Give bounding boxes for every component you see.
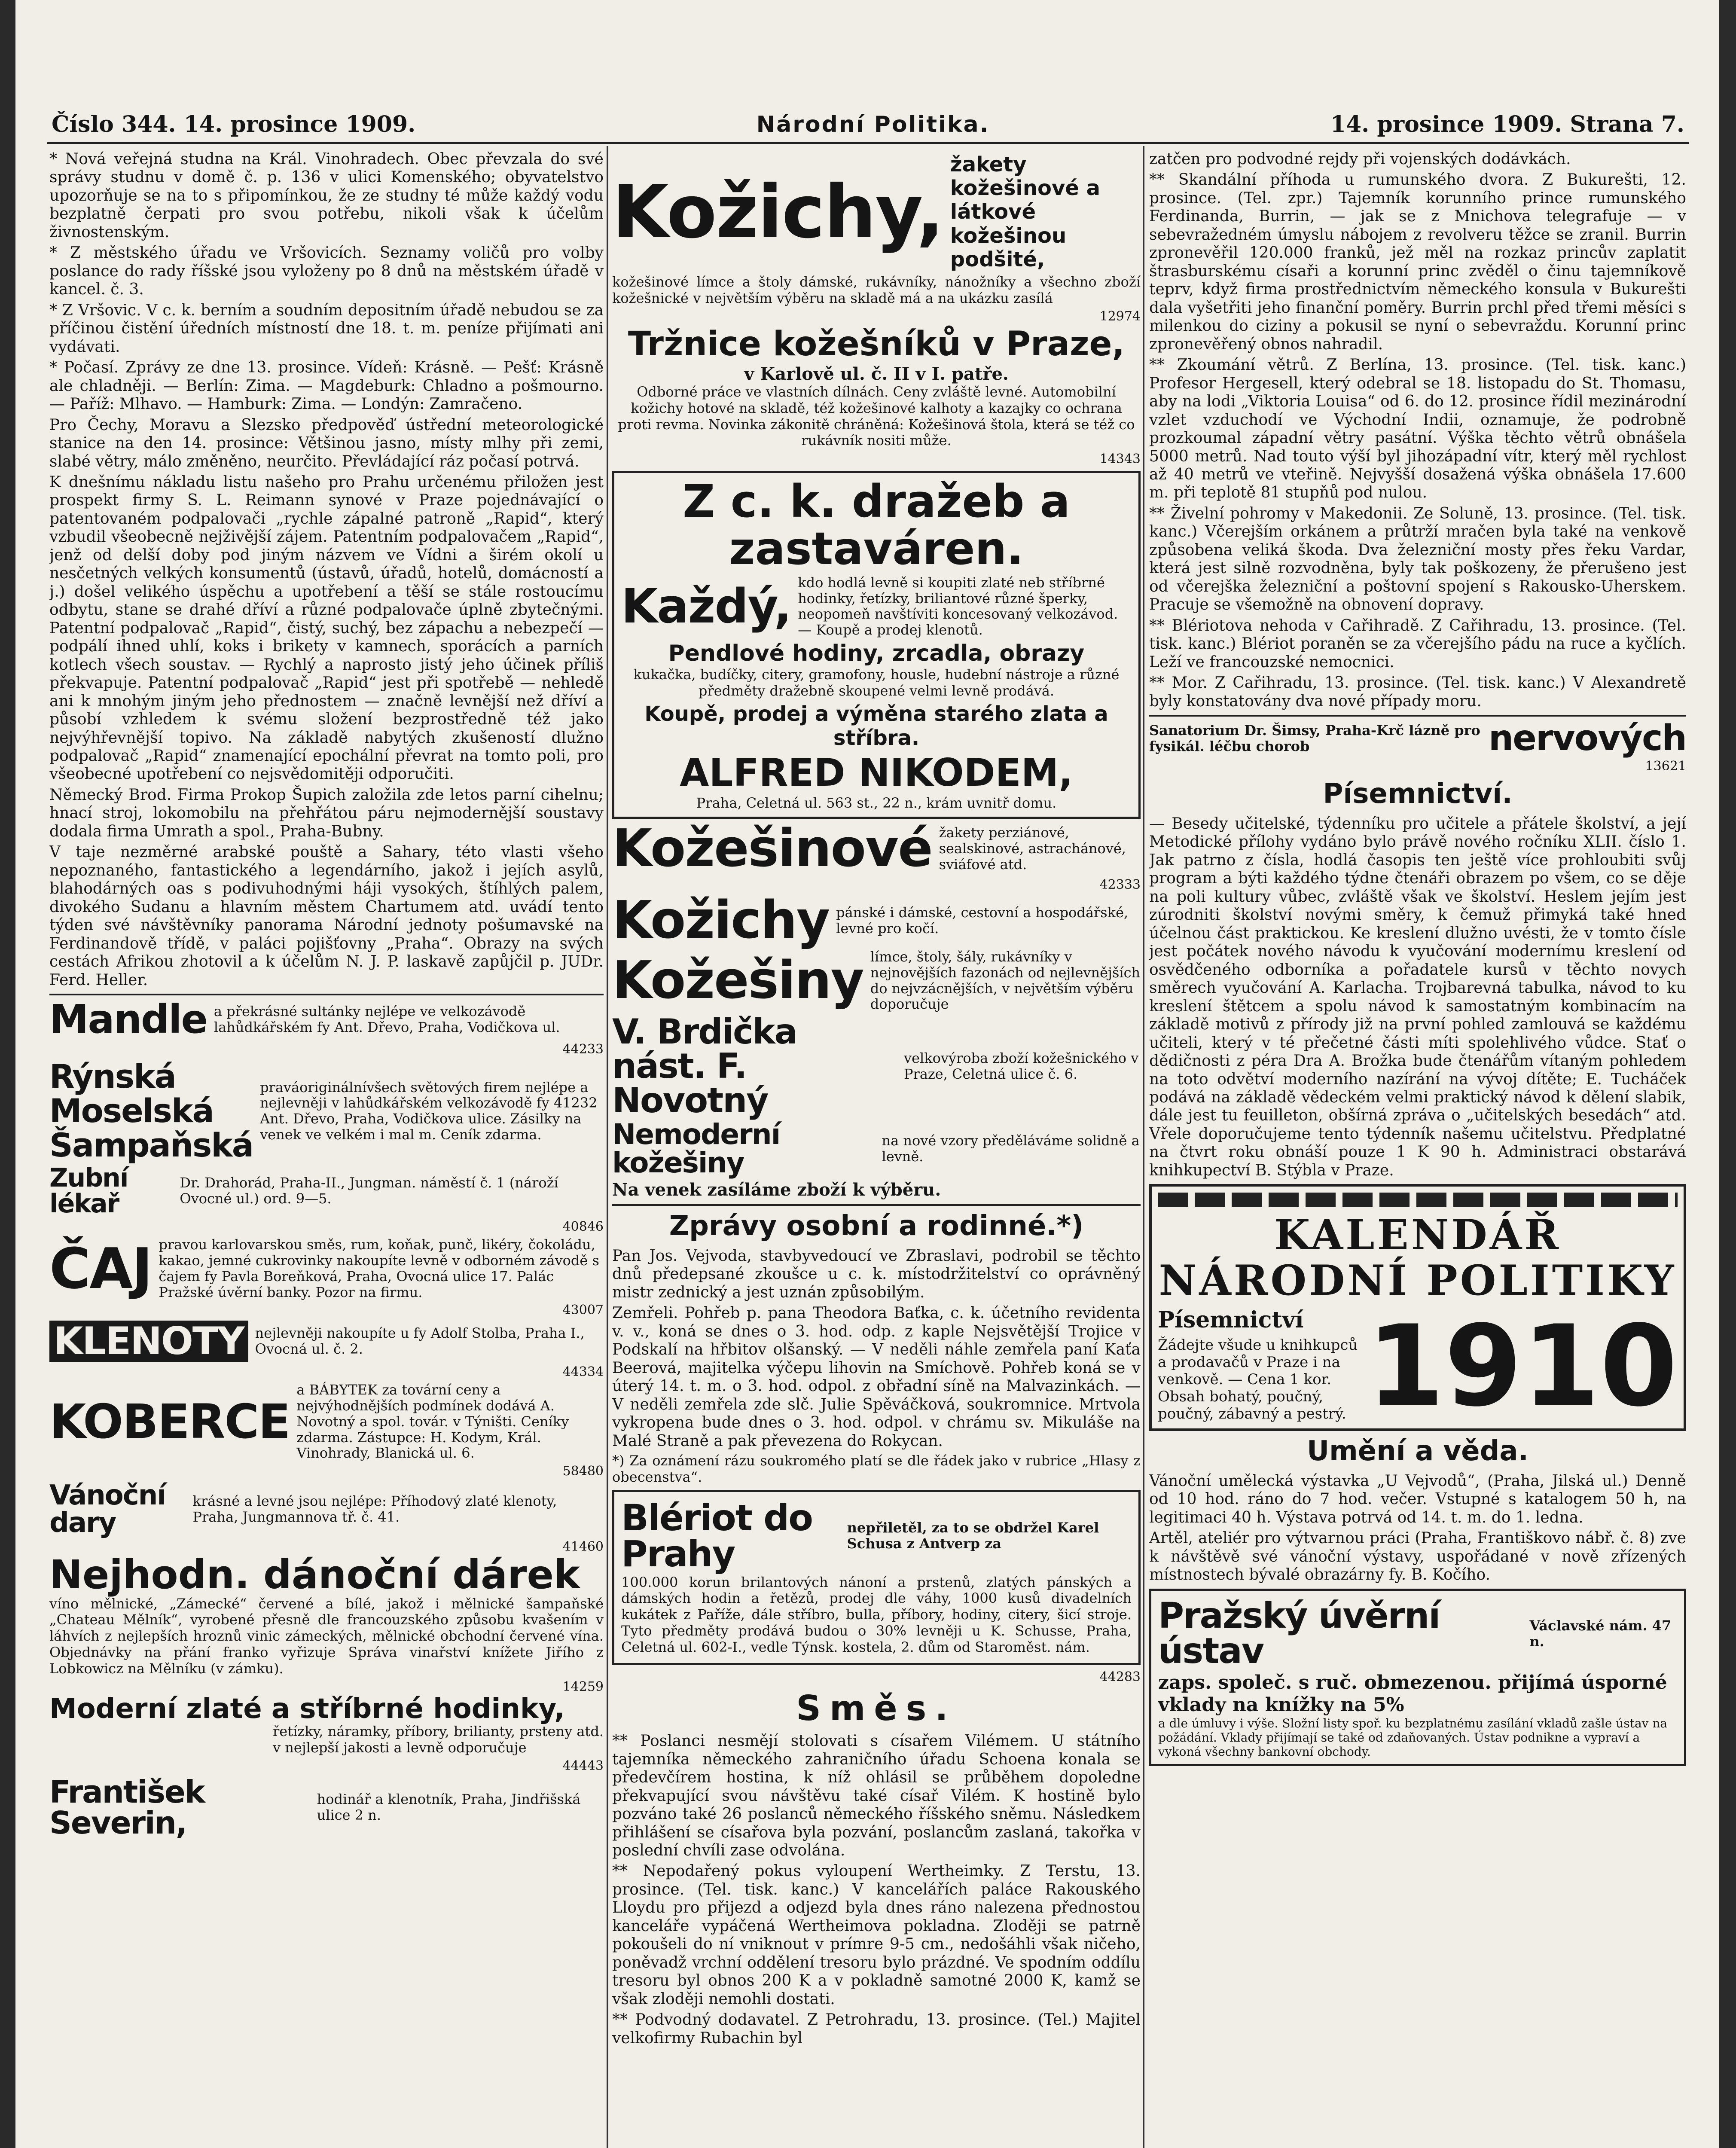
article-paragraph: zatčen pro podvodné rejdy při vojenských dodávkách.	[1149, 150, 1571, 168]
article-paragraph: K dnešnímu nákladu listu našeho pro Prahu určenému přiložen jest prospekt firmy S. L. Reimann synové v Praze pojednávající o patentovaném podpalovači „rychle zápalné patroně „Rapid“, který vzbudil všeobecně nejživější zájem. Patentním podpalovačem „Rapid“, jenž od delší doby pod jiným názvem ve Vídni a širém okolí u nesčetných velkých konsumentů (ústavů, úřadů, hotelů, domácností a j.) došel velikého úspěchu a upotřebení a těší se stále rostoucímu odbytu, stane se drahé dříví a různé podpalovače úplně zbytečnými. Patentní podpalovač „Rapid“, čistý, suchý, bez zápachu a nebezpečí — podpálí ihned uhlí, koks i brikety v kamnech, sporácích a parních kotlech všech soustav. — Rychlý a naprosto jistý jeho účinek příliš překvapuje. Patentní podpalovač „Rapid“ jest při spotřebě — nehledě ani k mnohým jiným jeho přednostem — značně levnější než dříví a působí vzhledem k svému složení bezprostředně též jako nejvýhřevnější topivo. Na základě nabytých zkušeností dlužno podpalovač „Rapid“ znamenající epochální převrat na tomto poli, pro všeobecné upotřebení co nejsvědomitěji odporučiti.	[49, 473, 604, 783]
ad-furs	[612, 891, 1141, 951]
ad-number: 42333	[1099, 877, 1141, 892]
ad-title: Každý,	[621, 579, 791, 634]
ad-text: zaps. společ. s ruč. obmezenou. přijímá úsporné vklady na knížky na 5%	[1158, 1671, 1667, 1716]
ad-subtitle: žakety kožešinové a látkové kožešinou podšité,	[950, 153, 1100, 272]
header-right: 14. prosince 1909. Strana 7.	[1330, 111, 1684, 137]
ad-text: žakety perziánové, sealskinové, astrachánové, sviáfové atd.	[939, 824, 1126, 873]
ad-text: a překrásné sultánky nejlépe ve velkozávodě lahůdkářském fy Ant. Dřevo, Praha, Vodičkova ul.	[214, 1003, 560, 1036]
article-paragraph: ** Blériotova nehoda v Cařihradě. Z Cařihradu, 13. prosince. (Tel. tisk. kanc.) Blériot poraněn se za včerejšího pádu na ruce a kyčlích. Leží ve francouzské nemocnici.	[1149, 616, 1686, 671]
ad-text: pánské i dámské, cestovní a hospodářské, levné pro kočí.	[836, 904, 1129, 937]
section-title: Písemnictví.	[1323, 778, 1513, 810]
ad-text: nejlevněji nakoupíte u fy Adolf Stolba, Praha I., Ovocná ul. č. 2.	[255, 1325, 585, 1357]
ad-text: 100.000 korun brilantových nánoní a prstenů, zlatých pánských a dámských hodin a řetězů, prodej dle váhy, 1000 kusů divadelních kukátek z Paříže, dále stříbro, bulla, příbory, hodiny, citery, šicí stroje. Tyto předměty prodává budou o 30% levněji u K. Schusse, Praha, Celetná ul. 602-I., vedle Týnsk. kostela, 2. dům od Staroměst. nám.	[621, 1574, 1132, 1655]
header-left: Číslo 344. 14. prosince 1909.	[52, 111, 416, 137]
ad-number: 41460	[562, 1539, 604, 1554]
ad-text: praváoriginálnívšech světových firem nejlépe a nejlevněji v lahůdkářském velkozávodě fy 41232 Ant. Dřevo, Praha, Vodičkova ulice. Zásilky na venek ve velkém i mal m. Ceník zdarma.	[260, 1079, 598, 1143]
ad-number: 14259	[562, 1679, 604, 1695]
ad-number: 44233	[562, 1042, 604, 1057]
ad-title: Mandle	[49, 996, 207, 1043]
ad-separator	[1149, 715, 1686, 717]
ad-title: Rýnská Moselská Šampaňská	[49, 1057, 253, 1165]
article-paragraph: ** Skandální příhoda u rumunského dvora. Z Bukurešti, 12. prosince. (Tel. zpr.) Tajemník korunního prince rumunského Ferdinanda, Burrin, — jak se z Mnichova telegrafuje — v sebevražedném úmyslu nábojem z revolveru těžce se zranil. Burrin zpronevěřil 120.000 franků, jež měl na rozkaz princův zaplatit štrasburskému císaři a korunní princ zvěděl o činu tajemníkově teprv, když firma prostřednictvím německého konsula v Bukurešti dala vyšetřiti jeho finanční poměry. Burrin prchl před třemi měsíci s milenkou do ciziny a pokusil se nyní o sebevraždu. Korunní princ zpronevěřený obnos nahradil.	[1149, 171, 1686, 353]
calendar-left	[1158, 1303, 1358, 1423]
ad-text: a BÁBYTEK za tovární ceny a nejvýhodnějších podmínek dodává A. Novotný a spol. továr. v Týništi. Ceníky zdarma. Zástupce: H. Kodym, Král. Vinohrady, Blanická ul. 6.	[296, 1382, 569, 1461]
ad-title: Pražský úvěrní ústav	[1158, 1595, 1440, 1672]
calendar-subtitle: Písemnictví	[1158, 1306, 1304, 1333]
ad-fine-print: a dle úmluvy i výše. Složní listy spoř. ku bezplatnému zasílání vkladů zašle ústav na požádání. Vklady přijímají se také od zdaňovaných. Ústav podnikne a vypraví a vykoná všechny bankovní obchody.	[1158, 1716, 1668, 1759]
ad-text: pravou karlovarskou směs, rum, koňak, punč, likéry, čokoládu, kakao, jemné cukrovinky nakoupíte levně v odborném závodě s čajem fy Pavla Boreňková, Praha, Ovocná ulice 17. Palác Pražské úvěrní banky. Pozor na firmu.	[159, 1236, 599, 1300]
ad-subtitle: Václavské nám. 47 n.	[1529, 1617, 1672, 1650]
calendar-title: KALENDÁŘ NÁRODNÍ POLITIKY	[1159, 1211, 1677, 1305]
ad-title: Nejhodn. dánoční dárek	[49, 1552, 580, 1598]
decorative-strip	[1158, 1193, 1678, 1207]
weather-report: * Počasí. Zprávy ze dne 13. prosince. Vídeň: Krásně. — Pešť: Krásně ale chladněji. — Berlín: Zima. — Magdeburk: Chladno a pošmourno. — Paříž: Mlhavo. — Hamburk: Zima. — Londýn: Zamračeno.	[49, 359, 604, 413]
ad-wines	[49, 1057, 604, 1165]
ad-number: 40846	[562, 1219, 604, 1234]
ad-bank	[1149, 1589, 1686, 1766]
ad-tea	[49, 1237, 604, 1300]
ad-title: Blériot do Prahy	[621, 1496, 812, 1575]
ad-note: Na venek zasíláme zboží k výběru.	[612, 1180, 941, 1200]
ad-text: kdo hodlá levně si koupiti zlaté neb stříbrné hodinky, řetízky, briliantové různé šperky, neopomeň navštíviti koncesovaný velkozávod. — Koupě a prodej klenotů.	[798, 574, 1118, 638]
ad-mandle	[49, 996, 604, 1043]
ad-text: krásné a levné jsou nejlépe: Příhodový zlaté klenoty, Praha, Jungmannova tř. č. 41.	[192, 1492, 557, 1525]
ad-company: ALFRED NIKODEM,	[680, 751, 1073, 795]
ad-title: KOBERCE	[49, 1394, 290, 1449]
ad-text: Dr. Drahorád, Praha-II., Jungman. náměstí č. 1 (nároží Ovocné ul.) ord. 9—5.	[180, 1175, 558, 1207]
ad-subtitle: nepřiletěl, za to se obdržel Karel Schusa z Antverp za	[847, 1519, 1099, 1552]
scan-border-right	[1719, 0, 1736, 2148]
ad-title: Tržnice kožešníků v Praze,	[628, 324, 1125, 363]
ad-title: Moderní zlaté a stříbrné hodinky,	[49, 1693, 565, 1725]
article-paragraph: ** Poslanci nesmějí stolovati s císařem Vilémem. U státního tajemníka německého zahraničního úřadu Schoena konala se předevčírem hostina, k níž ohlásil se průběhem dopoledne překvapující svou návštěvu také císař Vilém. K hostině bylo pozváno také 26 poslanců německého říšského sněmu. Následkem přihlášení se císařova byla pozvání, poslancům zaslaná, takořka v poslední chvíli zase odvolána.	[612, 1732, 1141, 1859]
ad-sanatorium	[1149, 718, 1686, 759]
ad-title: František Severin,	[49, 1773, 204, 1841]
ad-title: Kožichy,	[612, 169, 943, 255]
ad-title: Nemoderní kožešiny	[612, 1118, 780, 1180]
ad-severin	[49, 1773, 604, 1841]
ad-row	[1158, 1595, 1677, 1672]
column-1	[49, 150, 604, 2148]
ad-address: v Karlově ul. č. II v I. patře.	[744, 363, 1009, 384]
ad-jewels	[49, 1318, 604, 1363]
ad-title: Z c. k. dražeb a zastaváren.	[683, 475, 1070, 575]
page-header	[52, 107, 1684, 137]
article-paragraph: Artěl, ateliér pro výtvarnou práci (Praha, Františkovo nábř. č. 8) zve k návštěvě své vánoční výstavy, uspořádané v nově zřízených místnostech bývalé obrazárny fy. B. Kočího.	[1149, 1529, 1686, 1584]
ad-text: Sanatorium Dr. Šimsy, Praha-Krč lázně pro fysikál. léčbu chorob	[1149, 722, 1480, 755]
ad-text: řetízky, náramky, příbory, brilianty, prsteny atd. v nejlepší jakosti a levně odporučuje	[273, 1723, 604, 1756]
calendar-year: 1910	[1367, 1302, 1678, 1432]
ad-title: Kožichy	[612, 891, 830, 951]
article-paragraph: Německý Brod. Firma Prokop Šupich založila zde letos parní cihelnu; hnací stroj, lokomobilu na přehřátou páru nejmodernější soustavy dodala firma Umrath a spol., Praha-Bubny.	[49, 786, 604, 840]
article-paragraph: ** Mor. Z Cařihradu, 13. prosince. (Tel. tisk. kanc.) V Alexandretě byly konstatovány dva nové případy moru.	[1149, 674, 1686, 710]
article-paragraph: * Nová veřejná studna na Král. Vinohradech. Obec převzala do své správy studnu v domě č. p. 136 v ulici Komenského; obyvatelstvo upozorňuje se na to s připomínkou, že ze studny té může každý vodu bezplatně čerpati pro svou potřebu, nikoli však k účelům živnostenským.	[49, 150, 604, 241]
ad-number: 44443	[562, 1758, 604, 1774]
ad-number: 44334	[562, 1364, 604, 1379]
calendar-body	[1158, 1302, 1678, 1432]
ad-brdicka	[612, 1012, 1141, 1121]
ad-text: kukačka, budíčky, citery, gramofony, housle, hudební nástroje a různé předměty dražebně skoupené velmi levně prodává.	[633, 666, 1120, 699]
ad-carpets	[49, 1382, 604, 1461]
ad-title: V. Brdička nást. F. Novotný	[612, 1012, 797, 1121]
header-rule	[47, 142, 1689, 144]
ad-number: 13621	[1645, 759, 1686, 774]
ad-separator	[49, 994, 604, 995]
article-paragraph: ** Nepodařený pokus vyloupení Wertheimky. Z Terstu, 13. prosince. (Tel. tisk. kanc.) V kancelářích paláce Rakouského Lloydu pro přijezd a odjezd byla dnes ráno nalezena přednostou kanceláře vypáčená Wertheimova pokladna. Zloději se patrně pokoušeli do ní vniknout v prímre 9-5 cm., nedošáhli však ničeho, poněvadž vrchní oddělení tresoru bylo prázdné. Ve spodním oddílu tresoru byl obnos 200 K a v pokladně samotné 2000 K, kamž se však zloději nemohli dostati.	[612, 1862, 1141, 2008]
article-paragraph: ** Živelní pohromy v Makedonii. Ze Soluně, 13. prosince. (Tel. tisk. kanc.) Včerejším orkánem a průtrží mračen byla také na venkově způsobena veliká škoda. Dva železniční mosty přes řeku Vardar, která jest silně rozvodněna, byly tak poškozeny, že přerušeno jest od včerejška železniční a poštovní spojení s Rakousko-Uherskem. Pracuje se všemožně na obnovení dopravy.	[1149, 504, 1686, 614]
footnote: *) Za oznámení rázu soukromého platí se dle řádek jako v rubrice „Hlasy z obecenstva“.	[612, 1452, 1141, 1485]
article-paragraph: * Z městského úřadu ve Vršovicích. Seznamy voličů pro volby poslance do rady říšské jsou vyloženy po 8 dnů na městském úřadě v kancel. č. 3.	[49, 244, 604, 299]
ad-christmas-gifts	[49, 1479, 604, 1539]
article-paragraph: Pan Jos. Vejvoda, stavbyvedoucí ve Zbraslavi, podrobil se těchto dnů předepsané zkoušce u c. k. místodržitelství co oprávněný mistr zednický a jest uznán způsobilým.	[612, 1247, 1141, 1301]
scan-border-left	[0, 0, 15, 2148]
ad-text: víno mělnické, „Zámecké“ červené a bílé, jakož i mělnické šampaňské „Chateau Mělník“, vyrobené přesně dle francouzského způsobu kvašením v láhvích z nejlepších hroznů vinic zámeckých, mělnické obchodní červené vína. Objednávky na přání franko vyřizuje Správa vinařství knížete Jiřího z Lobkowicz na Mělníku (v zámku).	[49, 1595, 604, 1677]
ad-title: Vánoční dary	[49, 1479, 166, 1539]
ad-title: ČAJ	[49, 1236, 152, 1301]
article-paragraph: ** Zkoumání větrů. Z Berlína, 13. prosince. (Tel. tisk. kanc.) Profesor Hergesell, který odebral se 18. listopadu do St. Thomasu, aby na lodi „Viktoria Louisa“ od 6. do 12. prosince řídil mezinárodní vzlet vzduchodí ve Východní Indii, oznamuje, že podrobně prozkoumal západní větry pasátní. Výška těchto větrů obnášela 5000 metrů. Nad touto výší byl jihozápadní vítr, který měl rychlost až 40 metrů ve vteřině. Nejvyšší dosažená výška obnášela 17.600 m. při teplotě 81 stupňů pod nulou.	[1149, 356, 1686, 502]
ad-address: Praha, Celetná ul. 563 st., 22 n., krám uvnitř domu.	[696, 794, 1057, 811]
ad-bleriot	[612, 1490, 1141, 1666]
column-rule	[607, 146, 608, 2148]
ad-text: velkovýroba zboží kožešnického v Praze, Celetná ulice č. 6.	[903, 1050, 1139, 1083]
masthead: Národní Politika.	[756, 112, 990, 137]
section-rule	[612, 1204, 1141, 1206]
column-3	[1149, 150, 1686, 2148]
ad-number: 58480	[562, 1464, 604, 1479]
ad-title: Zubní lékař	[49, 1162, 128, 1219]
ad-row	[621, 1496, 1132, 1575]
ad-number: 43007	[562, 1303, 604, 1318]
ad-text: límce, štoly, šály, rukávníky v nejnovějších fazonách od nejlevnějších do nejvzácnějších, v největším výběru doporučuje	[870, 949, 1141, 1013]
calendar-text: Žádejte všude u knihkupců a prodavačů v Praze i na venkově. — Cena 1 kor. Obsah bohatý, poučný, poučný, zábavný a pestrý.	[1158, 1336, 1358, 1423]
ad-modern-furs	[612, 1118, 1141, 1180]
article-paragraph: * Z Vršovic. V c. k. berním a soudním depositním úřadě nebudou se za příčinou čistění úředních místností dne 18. t. m. peníze přijímati ani vydávati.	[49, 301, 604, 356]
article-paragraph: — Besedy učitelské, týdenníku pro učitele a přátele školství, a její Metodické přílohy vydáno bylo právě nového ročníku XLII. číslo 1. Jak patrno z čísla, hodlá časopis ten ještě více prohloubiti svůj program a býti každého týdne čtenáři obrazem po všem, co se děje na poli kultury vůbec, zvláště však ve školství. Heslem jejím jest zúrodniti školství novými směry, k čemuž přimyká také hned účelnou část praktickou. Ke kreslení dlužno uvésti, že v tomto čísle jest počátek nového návodu k vyučování modernímu kreslení od osvědčeného odborníka a pořadatele kursů v těchto novych směrech vyučování A. Karlacha. Trojbarevná tabulka, návod to ku kreslení štětcem a spolu návod k samostatným kombinacím na základě motivů z přírody již na první pohled zamlouvá se každému učiteli, který v té přečetné části míti spolehlivého vůdce. Stať o dědičnosti z péra Dra A. Brožka bude čtenářům vítaným pohledem na toto odvětví moderního nazírání na vývoj dítěte; E. Tucháček podává na základě vědeckém velmi praktický návod k dělení slabik, dále jest tu feuilleton, obšírná zpráva o „učitelských besedách“ atd. Vřele doporučujeme tento týdenník našemu učitelstvu. Předplatné na čtvrt roku obnáší pouze 1 K 90 h. Administraci obstarává knihkupectví B. Stýbla v Praze.	[1149, 815, 1686, 1179]
ad-pawnshop	[612, 471, 1141, 818]
ad-dentist	[49, 1162, 604, 1219]
ad-text: kožešinové límce a štoly dámské, rukávníky, nánožníky a všechno zboží kožešnické v největším výběru na skladě má a na ukázku zasílá	[612, 273, 1141, 306]
ad-title: Kožešinové	[612, 818, 932, 879]
ad-number: 44283	[1099, 1669, 1141, 1685]
article-paragraph: Zemřeli. Pohřeb p. pana Theodora Baťka, c. k. účetního revidenta v. v., koná se dnes o 3. hod. odp. z kaple Nejsvětější Trojice v Podskalí na hřbitov olšanský. — V neděli náhle zemřela paní Kaťa Beerová, majitelka výčepu lihovin na Smíchově. Pohřeb koná se v úterý 14. t. m. o 3. hod. odpol. z obřadní síně na Malvazinkách. — V neděli zemřela zde slč. Julie Spěváčková, soukromnice. Mrtvola vykropena bude dnes o 3. hod. odpol. v chrámu sv. Mikuláše na Malé Straně a pak převezena do Rokycan.	[612, 1304, 1141, 1450]
ad-title: Kožešiny	[612, 950, 863, 1010]
ad-text: Odborné práce ve vlastních dílnách. Ceny zvláště levné. Automobilní kožichy hotové na skladě, též kožešinové kalhoty a kazajky co ochrana proti revma. Novinka zákonitě chráněná: Kožešinová štola, která se též co rukávník nositi může.	[618, 384, 1135, 449]
article-paragraph: Vánoční umělecká výstavka „U Vejvodů“, (Praha, Jilská ul.) Denně od 10 hod. ráno do 7 hod. večer. Vstupné s katalogem 50 h, na legitimaci 40 h. Výstava potrvá od 14. t. m. do 1. ledna.	[1149, 1472, 1686, 1526]
ad-row	[621, 575, 1132, 638]
section-title: Zprávy osobní a rodinné.*)	[669, 1210, 1084, 1242]
ad-furs	[612, 818, 1141, 879]
section-title: Umění a věda.	[1307, 1435, 1529, 1468]
ad-number: 12974	[1099, 309, 1141, 324]
ad-subtitle: Koupě, prodej a výměna starého zlata a stříbra.	[644, 702, 1108, 751]
ad-subtitle: Pendlové hodiny, zrcadla, obrazy	[668, 641, 1085, 666]
calendar-ad	[1149, 1184, 1686, 1431]
section-title: Směs.	[796, 1688, 957, 1728]
weather-forecast: Pro Čechy, Moravu a Slezsko předpověď ústřední meteorologické stanice na den 14. prosince: Většinou jasno, místy mlhy při zemi, slabé větry, málo změněno, neurčito. Převládající ráz počasí potrvá.	[49, 416, 604, 470]
ad-title: KLENOTY	[49, 1321, 248, 1362]
ad-kozichy	[612, 153, 1141, 272]
ad-number: 14343	[1099, 452, 1141, 467]
column-2	[612, 150, 1141, 2148]
ad-text: hodinář a klenotník, Praha, Jindřišská ulice 2 n.	[317, 1791, 581, 1823]
ad-furs	[612, 949, 1141, 1012]
column-rule	[1143, 146, 1144, 2148]
ad-title: nervových	[1488, 718, 1686, 759]
article-paragraph: V taje nezměrné arabské pouště a Sahary, této vlasti všeho nepoznaného, fantastického a legendárního, jakož i jejích asylů, blahodárných oas s podivuhodnými háji vysokých, štíhlých palem, divokého Sudanu a hlavním městem Chartumem atd. uvádí tento týden své návštěvníky panorama Národní jednoty pošumavské na Ferdinandově třídě, v paláci pojišťovny „Praha“. Obrazy na svých cestách Afrikou zhotovil a k účelům N. J. P. laskavě zapůjčil p. JUDr. Ferd. Heller.	[49, 843, 604, 989]
article-paragraph: ** Podvodný dodavatel. Z Petrohradu, 13. prosince. (Tel.) Majitel velkofirmy Rubachin byl	[612, 2011, 1141, 2047]
ad-text: na nové vzory předěláváme solidně a levně.	[882, 1132, 1140, 1165]
